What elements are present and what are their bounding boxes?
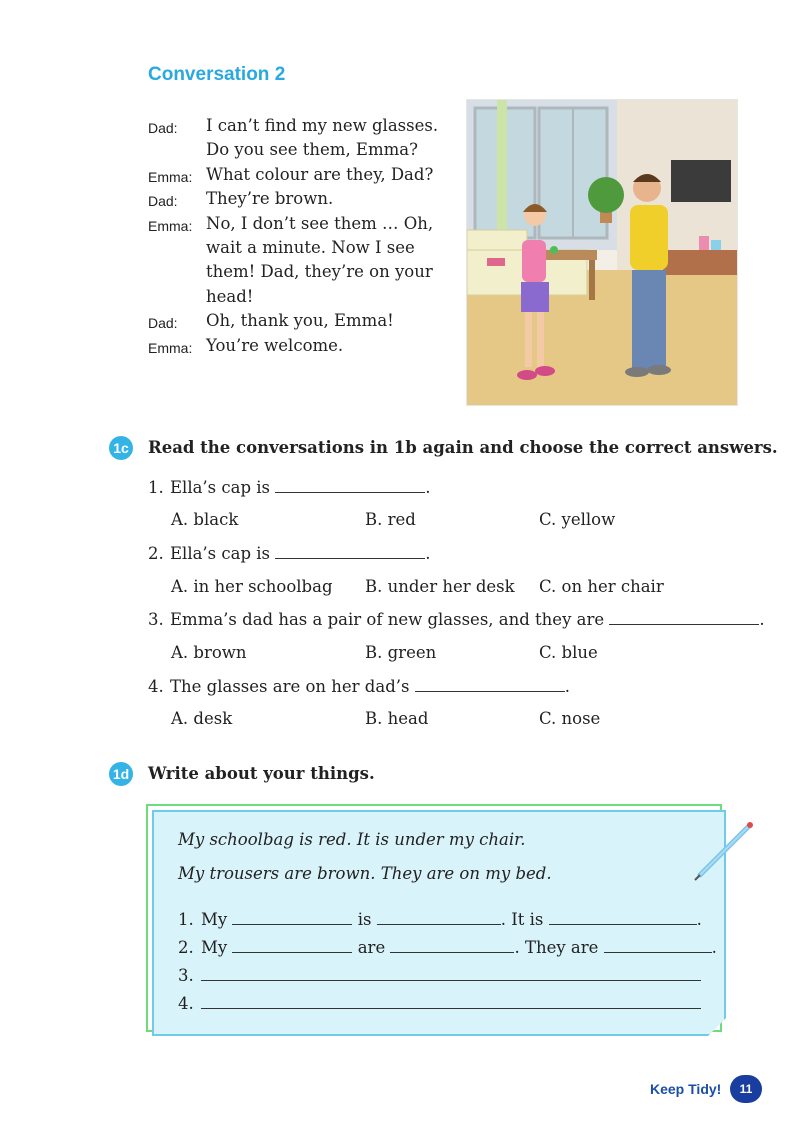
- dialogue-line: [148, 262, 448, 286]
- utterance: Do you see them, Emma?: [206, 140, 418, 160]
- question-4: [148, 677, 570, 696]
- option-b[interactable]: B. under her desk: [365, 577, 515, 596]
- writing-line-4: [178, 994, 701, 1013]
- option-a[interactable]: A. black: [171, 510, 239, 529]
- utterance: head!: [206, 286, 254, 306]
- answer-blank[interactable]: [604, 938, 712, 953]
- word: My: [201, 938, 228, 957]
- question-number: 4.: [148, 677, 164, 696]
- answer-blank[interactable]: [377, 910, 501, 925]
- utterance: No, I don’t see them … Oh,: [206, 213, 434, 233]
- question-2: [148, 544, 431, 563]
- answer-blank[interactable]: [609, 610, 759, 625]
- utterance: I can’t find my new glasses.: [206, 116, 439, 135]
- answer-blank[interactable]: [390, 938, 514, 953]
- word: is: [357, 910, 372, 929]
- dialogue-line: [148, 287, 448, 311]
- word: are: [357, 938, 386, 957]
- speaker: Emma:: [148, 217, 193, 234]
- option-c[interactable]: C. on her chair: [539, 577, 664, 596]
- writing-line-2: [178, 938, 717, 957]
- word: My: [201, 910, 228, 929]
- pencil-icon: [692, 820, 756, 886]
- line-number: 2.: [178, 938, 194, 957]
- option-b[interactable]: B. red: [365, 510, 416, 529]
- question-number: 2.: [148, 544, 164, 563]
- answer-blank[interactable]: [232, 910, 352, 925]
- writing-line-3: [178, 966, 701, 985]
- utterance: wait a minute. Now I see: [206, 237, 415, 257]
- dialogue-line: [148, 336, 448, 360]
- answer-blank[interactable]: [275, 544, 425, 559]
- word: . They are: [514, 938, 599, 957]
- question-end: .: [425, 478, 431, 497]
- option-b[interactable]: B. green: [365, 643, 437, 662]
- utterance: Oh, thank you, Emma!: [206, 311, 394, 331]
- example-sentence: My trousers are brown. They are on my bed.: [178, 864, 552, 883]
- option-c[interactable]: C. blue: [539, 643, 598, 662]
- question-1: [148, 478, 431, 497]
- dialogue-line: [148, 214, 448, 238]
- answer-blank[interactable]: [201, 966, 701, 981]
- question-stem: Ella’s cap is: [170, 478, 271, 497]
- dialogue: [148, 116, 448, 360]
- dialogue-line: [148, 140, 448, 164]
- answer-blank[interactable]: [549, 910, 697, 925]
- option-a[interactable]: A. brown: [171, 643, 247, 662]
- section-1c-title: Read the conversations in 1b again and choose the correct answers.: [148, 438, 778, 457]
- section-1d-title: Write about your things.: [148, 764, 375, 783]
- answer-blank[interactable]: [201, 994, 701, 1009]
- dialogue-line: [148, 311, 448, 335]
- question-stem: Emma’s dad has a pair of new glasses, and they are: [170, 610, 605, 629]
- conversation-title: Conversation 2: [148, 64, 286, 85]
- utterance: They’re brown.: [206, 189, 334, 209]
- speaker: Dad:: [148, 193, 178, 210]
- question-number: 3.: [148, 610, 164, 629]
- dialogue-line: [148, 165, 448, 189]
- line-number: 4.: [178, 994, 194, 1013]
- option-a[interactable]: A. in her schoolbag: [171, 577, 333, 596]
- footer-unit-title: Keep Tidy!: [650, 1081, 722, 1097]
- speaker: Emma:: [148, 168, 193, 185]
- section-1c-badge: 1c: [109, 436, 133, 460]
- writing-line-1: [178, 910, 702, 929]
- dialogue-line: [148, 238, 448, 262]
- line-number: 1.: [178, 910, 194, 929]
- answer-blank[interactable]: [275, 478, 425, 493]
- speaker: Dad:: [148, 315, 178, 332]
- word: .: [711, 938, 717, 957]
- living-room-illustration: [466, 99, 738, 406]
- section-1d-badge: 1d: [109, 762, 133, 786]
- dialogue-line: [148, 189, 448, 213]
- dialogue-line: [148, 116, 448, 140]
- answer-blank[interactable]: [232, 938, 352, 953]
- utterance: What colour are they, Dad?: [206, 164, 434, 184]
- question-end: .: [564, 677, 570, 696]
- option-c[interactable]: C. nose: [539, 709, 601, 728]
- utterance: them! Dad, they’re on your: [206, 262, 433, 282]
- example-sentence: My schoolbag is red. It is under my chair.: [178, 830, 526, 849]
- speaker: Emma:: [148, 339, 193, 356]
- question-3: [148, 610, 765, 629]
- question-stem: The glasses are on her dad’s: [170, 677, 410, 696]
- speaker: Dad:: [148, 120, 178, 136]
- utterance: You’re welcome.: [206, 335, 344, 355]
- answer-blank[interactable]: [415, 677, 565, 692]
- line-number: 3.: [178, 966, 194, 985]
- page-number: 11: [730, 1075, 762, 1103]
- option-a[interactable]: A. desk: [171, 709, 233, 728]
- question-end: .: [759, 610, 765, 629]
- option-b[interactable]: B. head: [365, 709, 429, 728]
- option-c[interactable]: C. yellow: [539, 510, 616, 529]
- word: . It is: [500, 910, 544, 929]
- question-end: .: [425, 544, 431, 563]
- question-number: 1.: [148, 478, 164, 497]
- word: .: [696, 910, 702, 929]
- question-stem: Ella’s cap is: [170, 544, 271, 563]
